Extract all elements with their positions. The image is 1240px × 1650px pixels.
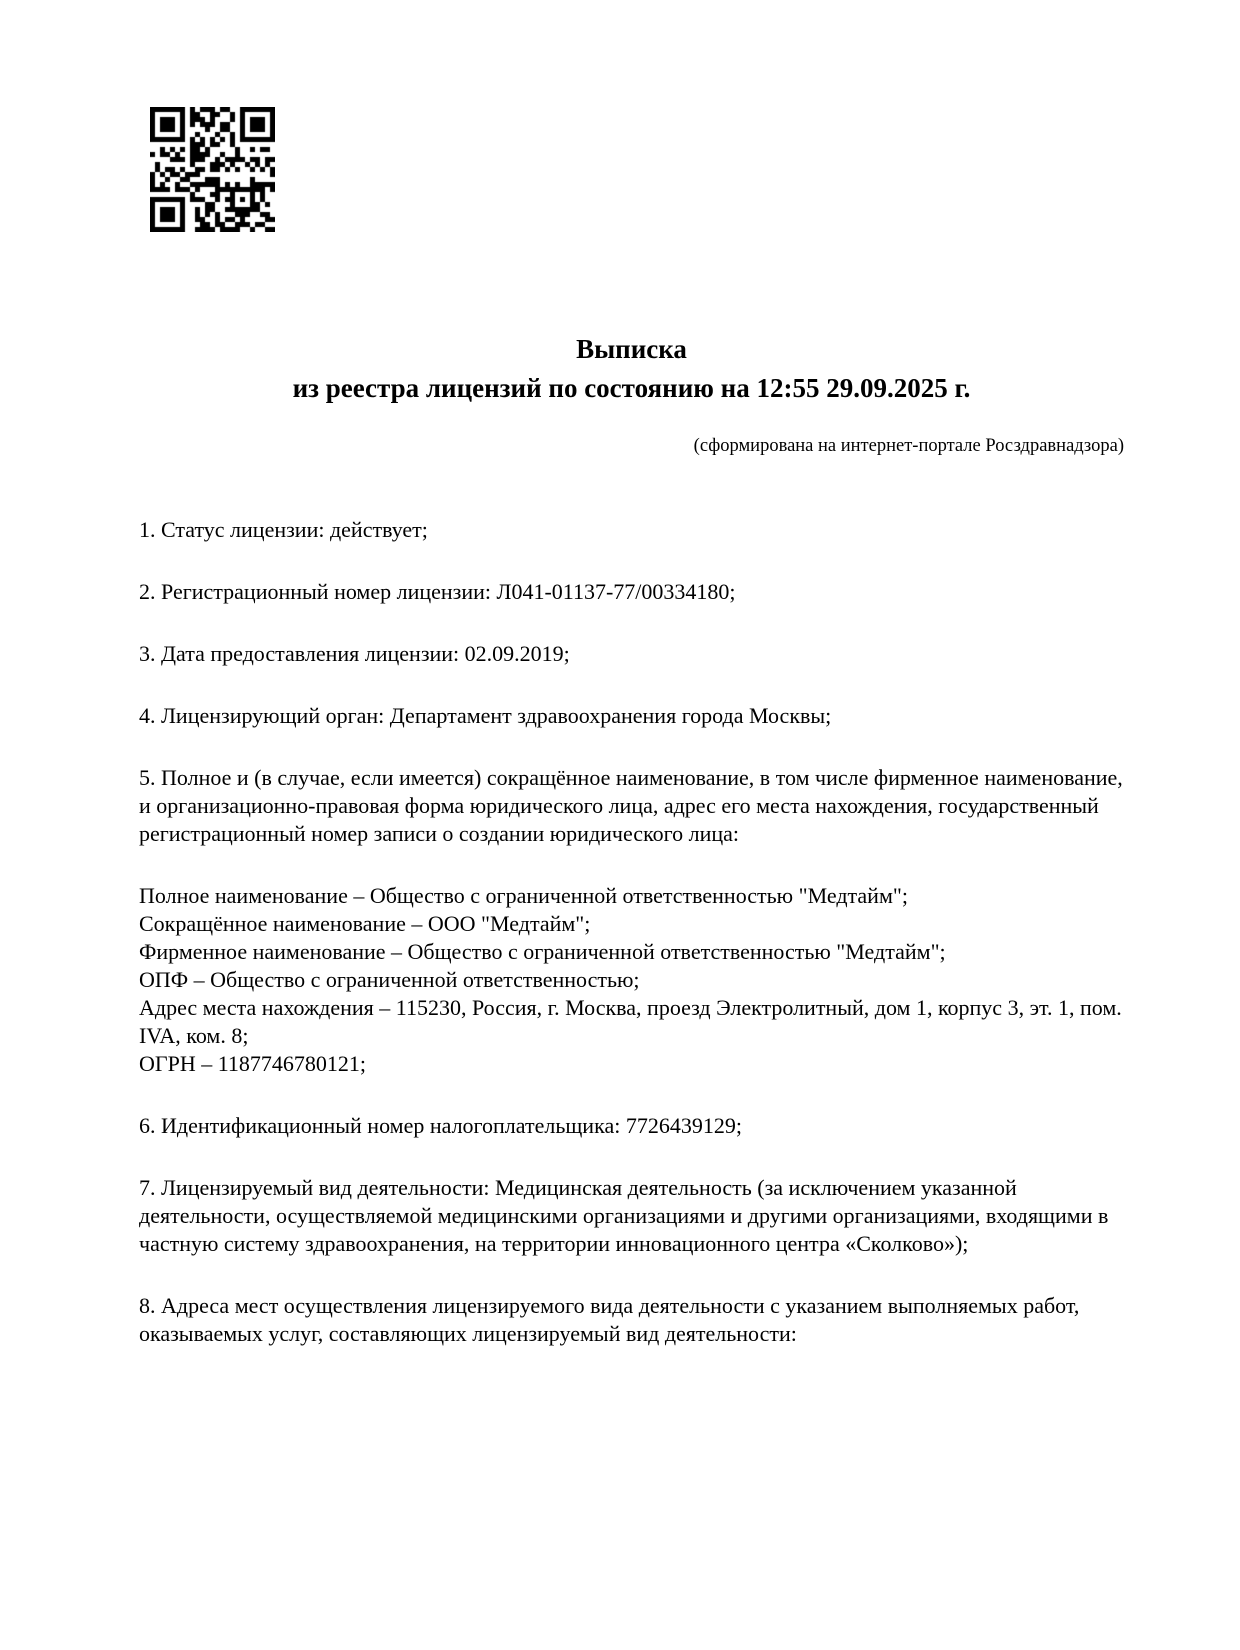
line-full-name: Полное наименование – Общество с ограниченной ответственностью "Медтайм";	[139, 883, 908, 908]
line-ogrn: ОГРН – 1187746780121;	[139, 1051, 367, 1076]
qr-code	[150, 107, 275, 232]
paragraph-activity-type: 7. Лицензируемый вид деятельности: Медицинская деятельность (за исключением указанной деятельности, осуществляемой медицинскими организациями и другими организациями, входящими в частную систему здравоохранения, на территории инновационного центра «Сколково»);	[139, 1175, 1109, 1256]
document-subtitle: (сформирована на интернет-портале Росздравнадзора)	[693, 436, 1124, 456]
paragraph-licensing-authority: 4. Лицензирующий орган: Департамент здравоохранения города Москвы;	[139, 703, 832, 728]
paragraph-inn: 6. Идентификационный номер налогоплательщика: 7726439129;	[139, 1113, 742, 1138]
document-body	[139, 516, 1124, 1382]
qr-code-image	[150, 107, 275, 232]
document-title-line2: из реестра лицензий по состоянию на 12:55 29.09.2025 г.	[292, 373, 971, 403]
document-title-line1: Выписка	[576, 334, 687, 364]
line-brand-name: Фирменное наименование – Общество с ограниченной ответственностью "Медтайм";	[139, 939, 946, 964]
document-title	[139, 330, 1124, 408]
paragraph-license-status: 1. Статус лицензии: действует;	[139, 517, 428, 542]
paragraph-name-intro: 5. Полное и (в случае, если имеется) сокращённое наименование, в том числе фирменное наименование, и организационно-правовая форма юридического лица, адрес его места нахождения, государственный регистрационный номер записи о создании юридического лица:	[139, 765, 1123, 846]
line-address: Адрес места нахождения – 115230, Россия, г. Москва, проезд Электролитный, дом 1, корпус 3, эт. 1, пом. IVA, ком. 8;	[139, 995, 1122, 1048]
paragraph-registration-number: 2. Регистрационный номер лицензии: Л041-01137-77/00334180;	[139, 579, 736, 604]
paragraph-addresses-intro: 8. Адреса мест осуществления лицензируемого вида деятельности с указанием выполняемых работ, оказываемых услуг, составляющих лицензируемый вид деятельности:	[139, 1293, 1080, 1346]
paragraph-license-date: 3. Дата предоставления лицензии: 02.09.2019;	[139, 641, 570, 666]
line-opf: ОПФ – Общество с ограниченной ответственностью;	[139, 967, 640, 992]
line-short-name: Сокращённое наименование – ООО "Медтайм";	[139, 911, 591, 936]
